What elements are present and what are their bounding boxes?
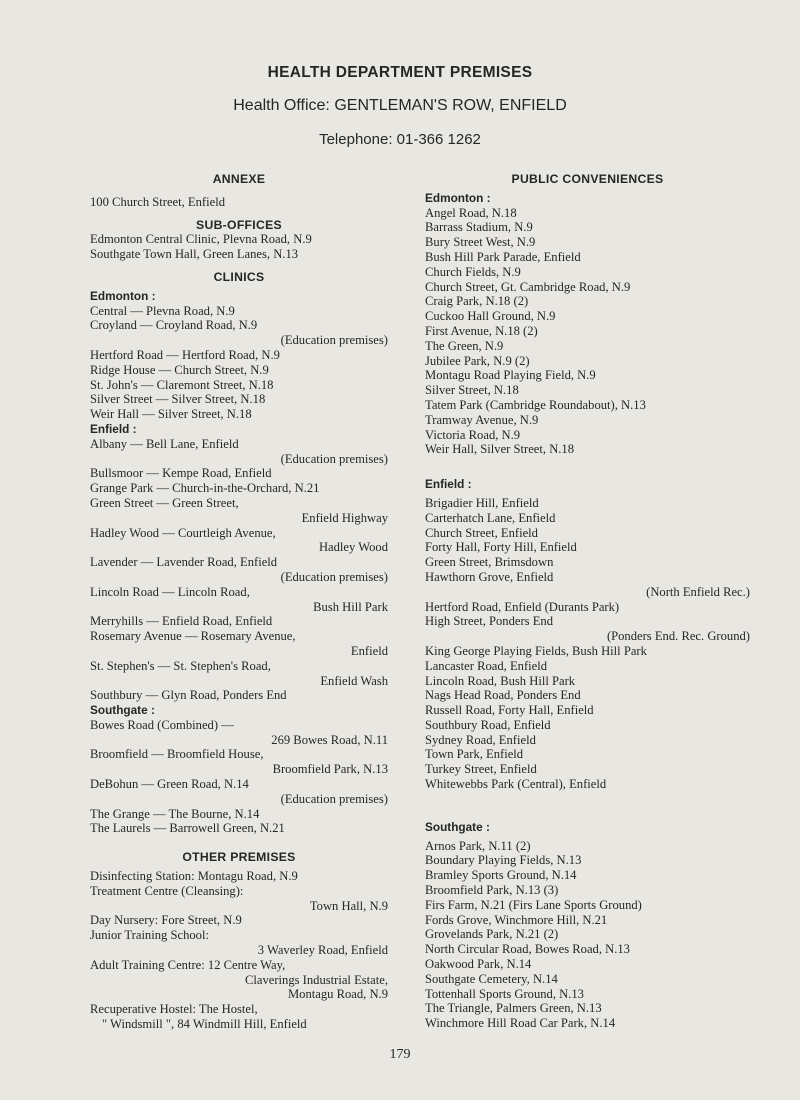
convenience-item: Turkey Street, Enfield [425,762,537,777]
convenience-item: Whitewebbs Park (Central), Enfield [425,777,607,792]
convenience-item: Southbury Road, Enfield [425,717,551,732]
left-column [90,172,388,1032]
clinic-line: Southbury — Glyn Road, Ponders End [90,688,287,703]
convenience-item: King George Playing Fields, Bush Hill Park [425,643,647,658]
convenience-item: Hertford Road, Enfield (Durants Park) [425,599,620,614]
convenience-item: Hawthorn Grove, Enfield [425,569,554,584]
clinic-line: Lavender — Lavender Road, Enfield [90,555,278,570]
enfield-subheading: Enfield : [425,477,472,492]
clinic-line: Bush Hill Park [313,599,388,614]
convenience-item: (Ponders End. Rec. Ground) [606,629,750,644]
clinic-line: Merryhills — Enfield Road, Enfield [90,614,273,629]
clinic-line: (Education premises) [280,569,388,584]
convenience-item: Boundary Playing Fields, N.13 [425,853,582,868]
convenience-item: Lancaster Road, Enfield [425,658,548,673]
clinic-line: Grange Park — Church-in-the-Orchard, N.21 [90,481,320,496]
convenience-item: Church Street, Gt. Cambridge Road, N.9 [425,279,631,294]
convenience-item: The Triangle, Palmers Green, N.13 [425,1001,602,1016]
health-office-address: Health Office: GENTLEMAN'S ROW, ENFIELD [233,97,567,114]
convenience-item: Winchmore Hill Road Car Park, N.14 [425,1016,616,1031]
clinics-heading: CLINICS [213,269,265,284]
convenience-item: Bramley Sports Ground, N.14 [425,868,577,883]
convenience-item: Bury Street West, N.9 [425,235,536,250]
convenience-item: Arnos Park, N.11 (2) [425,838,531,853]
other-premises-line: Junior Training School: [90,928,209,943]
convenience-item: Church Street, Enfield [425,525,538,540]
convenience-item: Green Street, Brimsdown [425,555,554,570]
clinic-line: Silver Street — Silver Street, N.18 [90,392,266,407]
convenience-item: The Green, N.9 [425,338,504,353]
clinic-line: Enfield [350,643,388,658]
clinic-line: Central — Plevna Road, N.9 [90,303,235,318]
southgate-subheading: Southgate : [425,819,490,834]
convenience-item: High Street, Ponders End [425,614,554,629]
convenience-item: Tramway Avenue, N.9 [425,412,539,427]
clinic-line: Broomfield — Broomfield House, [90,747,264,762]
clinic-line: Weir Hall — Silver Street, N.18 [90,407,252,422]
convenience-item: Weir Hall, Silver Street, N.18 [425,442,575,457]
convenience-item: North Circular Road, Bowes Road, N.13 [425,942,630,957]
page-number: 179 [389,1047,411,1062]
clinic-line: Ridge House — Church Street, N.9 [90,362,269,377]
convenience-item: Jubilee Park, N.9 (2) [425,353,530,368]
convenience-item: Forty Hall, Forty Hill, Enfield [425,540,577,555]
clinic-line: St. John's — Claremont Street, N.18 [90,377,274,392]
convenience-item: Town Park, Enfield [425,747,524,762]
clinic-line: Enfield Wash [320,673,388,688]
convenience-item: Firs Farm, N.21 (Firs Lane Sports Ground) [425,897,642,912]
convenience-item: First Avenue, N.18 (2) [425,323,538,338]
other-premises-line: Town Hall, N.9 [309,898,388,913]
convenience-item: Grovelands Park, N.21 (2) [425,927,559,942]
convenience-item: Broomfield Park, N.13 (3) [425,883,559,898]
clinics-southgate-subheading: Southgate : [90,703,155,718]
clinic-line: The Laurels — Barrowell Green, N.21 [90,821,285,836]
convenience-item: Fords Grove, Winchmore Hill, N.21 [425,912,608,927]
convenience-item: Lincoln Road, Bush Hill Park [425,673,576,688]
suboffices-heading: SUB-OFFICES [196,217,282,232]
telephone-number: Telephone: 01-366 1262 [319,131,481,148]
convenience-item: Cuckoo Hall Ground, N.9 [425,309,556,324]
clinic-line: (Education premises) [280,451,388,466]
clinic-line: Bowes Road (Combined) — [90,717,234,732]
clinics-edmonton-subheading: Edmonton : [90,288,156,303]
clinic-line: The Grange — The Bourne, N.14 [90,806,260,821]
convenience-item: Carterhatch Lane, Enfield [425,510,556,525]
convenience-item: Tottenhall Sports Ground, N.13 [425,986,584,1001]
convenience-item: Brigadier Hill, Enfield [425,495,539,510]
annexe-line: 100 Church Street, Enfield [90,194,226,209]
other-premises-line: Claverings Industrial Estate, [244,972,388,987]
clinics-enfield-subheading: Enfield : [90,421,137,436]
clinic-line: Hadley Wood [318,540,388,555]
convenience-item: Tatem Park (Cambridge Roundabout), N.13 [425,397,646,412]
other-premises-line: " Windsmill ", 84 Windmill Hill, Enfield [102,1017,307,1032]
suboffice-line: Edmonton Central Clinic, Plevna Road, N.9 [90,232,312,247]
other-premises-line: Disinfecting Station: Montagu Road, N.9 [90,869,298,884]
clinic-line: Bullsmoor — Kempe Road, Enfield [90,466,272,481]
convenience-item: Russell Road, Forty Hall, Enfield [425,703,594,718]
other-premises-line: Treatment Centre (Cleansing): [90,883,244,898]
annexe-heading: ANNEXE [212,172,266,186]
public-conveniences-heading: PUBLIC CONVENIENCES [511,172,664,186]
suboffice-line: Southgate Town Hall, Green Lanes, N.13 [90,247,299,262]
convenience-item: Nags Head Road, Ponders End [425,688,581,703]
clinic-line: Enfield Highway [301,510,388,525]
convenience-item: Southgate Cemetery, N.14 [425,971,558,986]
edmonton-subheading: Edmonton : [425,190,491,205]
clinic-line: Croyland — Croyland Road, N.9 [90,318,258,333]
convenience-item: Montagu Road Playing Field, N.9 [425,368,596,383]
clinic-line: (Education premises) [280,791,388,806]
convenience-item: Bush Hill Park Parade, Enfield [425,249,581,264]
clinic-line: Green Street — Green Street, [90,495,239,510]
clinic-line: Hadley Wood — Courtleigh Avenue, [90,525,276,540]
other-premises-heading: OTHER PREMISES [182,850,296,865]
clinic-line: St. Stephen's — St. Stephen's Road, [90,658,271,673]
other-premises-line: Day Nursery: Fore Street, N.9 [90,913,242,928]
right-column [425,172,750,1031]
clinic-line: Albany — Bell Lane, Enfield [90,436,239,451]
convenience-item: Church Fields, N.9 [425,264,521,279]
clinic-line: DeBohun — Green Road, N.14 [90,777,249,792]
convenience-item: Angel Road, N.18 [425,205,517,220]
clinic-line: (Education premises) [280,333,388,348]
clinic-line: Lincoln Road — Lincoln Road, [90,584,250,599]
clinic-line: Hertford Road — Hertford Road, N.9 [90,347,280,362]
other-premises-line: 3 Waverley Road, Enfield [257,943,388,958]
clinic-line: Rosemary Avenue — Rosemary Avenue, [90,629,296,644]
convenience-item: Sydney Road, Enfield [425,732,536,747]
clinic-line: 269 Bowes Road, N.11 [271,732,388,747]
clinic-line: Broomfield Park, N.13 [272,762,388,777]
convenience-item: Craig Park, N.18 (2) [425,294,529,309]
page-title: HEALTH DEPARTMENT PREMISES [267,64,533,81]
other-premises-line: Montagu Road, N.9 [287,987,388,1002]
other-premises-line: Recuperative Hostel: The Hostel, [90,1002,258,1017]
convenience-item: Victoria Road, N.9 [425,427,521,442]
convenience-item: Silver Street, N.18 [425,383,519,398]
convenience-item: Oakwood Park, N.14 [425,957,532,972]
convenience-item: (North Enfield Rec.) [646,584,750,599]
other-premises-line: Adult Training Centre: 12 Centre Way, [90,957,286,972]
convenience-item: Barrass Stadium, N.9 [425,220,533,235]
